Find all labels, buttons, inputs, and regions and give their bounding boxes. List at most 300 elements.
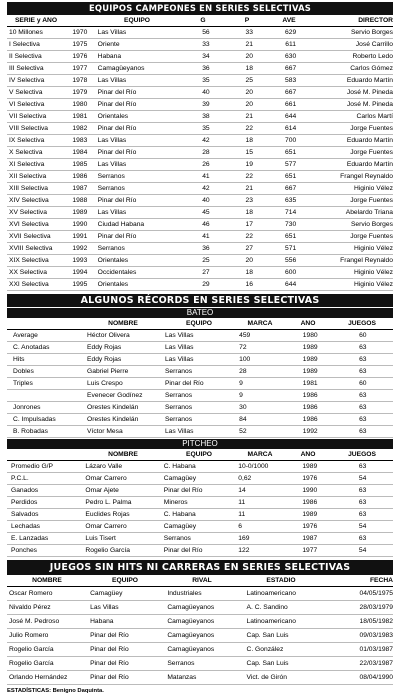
- table-cell: XIV Selectiva: [9, 197, 49, 204]
- table-cell: V Selectiva: [9, 89, 43, 96]
- table-cell: Latinoamericano: [246, 590, 296, 597]
- table-cell: 1990: [72, 221, 88, 228]
- table-row: [7, 533, 393, 545]
- table-cell: C. Habana: [163, 511, 196, 518]
- table-cell: Pinar del Río: [97, 149, 137, 156]
- table-cell: 1981: [72, 113, 88, 120]
- table-cell: Carlos Gómez: [350, 65, 393, 72]
- table-cell: 1980: [302, 332, 318, 339]
- table-row: [7, 671, 393, 685]
- table-cell: Vict. de Girón: [246, 674, 287, 681]
- table-cell: Omar Ajete: [85, 487, 119, 494]
- table-cell: 1989: [302, 368, 318, 375]
- table-row: [7, 366, 393, 378]
- table-cell: 63: [359, 392, 367, 399]
- table-cell: Salvados: [11, 511, 39, 518]
- table-cell: 100: [239, 356, 251, 363]
- table-cell: 18: [245, 209, 253, 216]
- table-cell: 42: [202, 185, 210, 192]
- table-row: [7, 509, 393, 521]
- table-cell: 28/03/1979: [359, 604, 393, 611]
- table-cell: 556: [285, 257, 297, 264]
- table-row: [7, 75, 393, 87]
- header-cell: NOMBRE: [108, 451, 138, 458]
- table-cell: 0,62: [238, 475, 252, 482]
- table-cell: 18: [245, 65, 253, 72]
- pitcheo-subtitle: PITCHEO: [7, 438, 393, 449]
- table-cell: 63: [358, 463, 367, 470]
- table-cell: Orlando Hernández: [9, 674, 68, 681]
- table-cell: Jorge Fuentes: [350, 197, 393, 204]
- table-cell: 20: [245, 101, 253, 108]
- table-cell: Serranos: [164, 404, 193, 411]
- table-cell: Gabriel Pierre: [87, 368, 129, 375]
- table-cell: Jorge Fuentes: [350, 149, 393, 156]
- table-cell: Pinar del Río: [97, 101, 137, 108]
- table-cell: 25: [202, 257, 210, 264]
- table-cell: 9: [239, 380, 243, 387]
- table-row: [7, 643, 393, 657]
- table-cell: 1977: [302, 547, 318, 554]
- table-cell: C. Impulsadas: [13, 416, 56, 423]
- table-row: [7, 279, 393, 291]
- table-cell: VI Selectiva: [9, 101, 45, 108]
- table-cell: Serranos: [97, 245, 125, 252]
- table-cell: Camagüey: [163, 523, 197, 530]
- table-cell: 18: [245, 269, 253, 276]
- table-cell: 36: [202, 65, 210, 72]
- table-cell: Omar Carrero: [85, 523, 127, 530]
- table-cell: 1992: [72, 245, 88, 252]
- table-row: [7, 497, 393, 509]
- table-cell: 1976: [302, 523, 318, 530]
- table-cell: Triples: [13, 380, 33, 387]
- table-cell: 60: [359, 380, 367, 387]
- sinhits-table: [7, 575, 393, 685]
- table-cell: E. Lanzadas: [11, 535, 49, 542]
- table-cell: 1992: [302, 428, 318, 435]
- header-cell: MARCA: [247, 320, 273, 327]
- table-cell: 33: [245, 29, 253, 36]
- pitcheo-table: [7, 449, 393, 557]
- table-cell: José M. Pineda: [346, 89, 393, 96]
- table-cell: 60: [359, 332, 367, 339]
- table-cell: 169: [238, 535, 250, 542]
- table-cell: Orientales: [97, 113, 129, 120]
- table-cell: 1970: [72, 29, 88, 36]
- table-cell: Promedio G/P: [11, 463, 53, 470]
- table-cell: Serranos: [167, 660, 195, 667]
- table-cell: 1986: [72, 173, 88, 180]
- table-header: [7, 15, 393, 27]
- table-cell: 21: [245, 185, 253, 192]
- table-cell: Camagüeyanos: [97, 65, 145, 72]
- table-cell: 122: [238, 547, 250, 554]
- table-cell: Evenecer Godínez: [87, 392, 143, 399]
- table-cell: 35: [202, 77, 210, 84]
- table-cell: Camagüeyanos: [167, 646, 215, 653]
- header-cell: MARCA: [247, 451, 273, 458]
- table-cell: 28: [202, 149, 210, 156]
- table-cell: 11: [238, 499, 246, 506]
- table-row: [7, 27, 393, 39]
- table-row: [7, 99, 393, 111]
- table-row: [7, 390, 393, 402]
- table-cell: 571: [285, 245, 297, 252]
- table-cell: Pinar del Río: [90, 646, 129, 653]
- table-cell: 63: [359, 428, 367, 435]
- table-cell: 54: [358, 547, 367, 554]
- table-cell: Pinar del Río: [97, 233, 137, 240]
- table-cell: VII Selectiva: [9, 113, 47, 120]
- table-cell: Eddy Rojas: [87, 356, 122, 363]
- table-cell: 1993: [72, 257, 88, 264]
- table-cell: Jorge Fuentes: [350, 125, 393, 132]
- table-cell: 20: [245, 53, 253, 60]
- table-cell: 63: [358, 487, 367, 494]
- table-cell: 30: [239, 404, 247, 411]
- table-cell: Oscar Romero: [9, 590, 53, 597]
- header-cell: G: [200, 17, 206, 24]
- header-cell: EQUIPO: [111, 577, 138, 584]
- header-cell: AÑO: [300, 451, 316, 458]
- table-cell: Ciudad Habana: [97, 221, 145, 228]
- bateo-table: [7, 318, 393, 438]
- table-cell: Eddy Rojas: [87, 344, 122, 351]
- table-row: [7, 195, 393, 207]
- table-cell: III Selectiva: [9, 65, 44, 72]
- table-row: [7, 342, 393, 354]
- table-row: [7, 461, 393, 473]
- table-cell: 611: [285, 41, 296, 48]
- table-cell: 667: [285, 89, 297, 96]
- table-row: [7, 545, 393, 557]
- table-row: [7, 135, 393, 147]
- table-cell: 84: [239, 416, 247, 423]
- table-cell: 1981: [302, 380, 318, 387]
- header-cell: JUEGOS: [348, 320, 376, 327]
- table-cell: Pinar del Río: [90, 632, 129, 639]
- table-cell: Matanzas: [167, 674, 197, 681]
- header-cell: SERIE y AÑO: [14, 17, 58, 24]
- header-cell: JUEGOS: [348, 451, 376, 458]
- table-cell: 459: [239, 332, 251, 339]
- table-cell: 19: [245, 161, 253, 168]
- table-cell: Cap. San Luis: [246, 632, 289, 639]
- table-cell: 1989: [302, 463, 318, 470]
- table-cell: Euclides Rojas: [85, 511, 130, 518]
- table-row: [7, 255, 393, 267]
- table-cell: A. C. Sandino: [246, 604, 288, 611]
- footer-credit: ESTADÍSTICAS: Benigno Daquinta.: [7, 688, 104, 694]
- table-cell: Pinar del Río: [90, 674, 129, 681]
- table-row: [7, 243, 393, 255]
- table-cell: 651: [285, 149, 297, 156]
- table-cell: Serranos: [164, 416, 193, 423]
- table-cell: 09/03/1983: [359, 632, 393, 639]
- table-cell: 14: [238, 487, 246, 494]
- table-cell: 667: [285, 185, 297, 192]
- table-cell: Camagüeyanos: [167, 618, 215, 625]
- table-cell: Las Villas: [97, 161, 127, 168]
- table-row: [7, 159, 393, 171]
- table-cell: 36: [202, 245, 210, 252]
- table-cell: 18/05/1982: [359, 618, 393, 625]
- table-cell: XIII Selectiva: [9, 185, 49, 192]
- table-cell: 667: [285, 65, 297, 72]
- table-cell: 40: [202, 197, 210, 204]
- table-cell: Orestes Kindelán: [87, 416, 139, 423]
- table-cell: Serranos: [97, 173, 125, 180]
- table-cell: Las Villas: [164, 356, 194, 363]
- table-cell: José M. Pedroso: [9, 618, 60, 625]
- table-cell: C. Habana: [163, 463, 196, 470]
- table-cell: Las Villas: [97, 29, 127, 36]
- table-cell: 644: [285, 281, 297, 288]
- table-cell: Rogelio García: [85, 547, 131, 554]
- table-cell: 1982: [72, 125, 88, 132]
- table-cell: 23: [245, 197, 253, 204]
- table-header: [7, 575, 393, 587]
- table-cell: 1979: [72, 89, 88, 96]
- table-cell: 651: [285, 173, 297, 180]
- table-cell: José M. Pineda: [346, 101, 393, 108]
- table-header: [7, 449, 393, 461]
- table-cell: 39: [202, 101, 210, 108]
- table-cell: 20: [245, 257, 253, 264]
- table-cell: 700: [285, 137, 297, 144]
- table-row: [7, 521, 393, 533]
- table-cell: 16: [245, 281, 253, 288]
- table-cell: 41: [202, 233, 210, 240]
- table-cell: 11: [238, 511, 246, 518]
- table-cell: 10-0/1000: [238, 463, 269, 470]
- table-cell: 33: [202, 41, 210, 48]
- table-cell: 63: [359, 356, 367, 363]
- table-cell: Frangel Reynaldo: [340, 173, 393, 180]
- header-cell: EQUIPO: [185, 451, 212, 458]
- table-cell: 1976: [302, 475, 318, 482]
- table-cell: Higinio Vélez: [353, 185, 393, 192]
- table-cell: 730: [285, 221, 297, 228]
- table-cell: 1977: [72, 65, 88, 72]
- table-cell: XXI Selectiva: [9, 281, 49, 288]
- table-cell: Industriales: [167, 590, 202, 597]
- table-cell: Rogelio García: [9, 660, 54, 667]
- table-row: [7, 378, 393, 390]
- table-cell: VIII Selectiva: [9, 125, 49, 132]
- table-cell: Pinar del Río: [97, 125, 137, 132]
- table-cell: Pinar del Río: [163, 487, 203, 494]
- table-cell: Jonrones: [13, 404, 41, 411]
- table-cell: 600: [285, 269, 297, 276]
- table-cell: 22/03/1987: [359, 660, 393, 667]
- table-cell: 27: [245, 245, 253, 252]
- table-cell: Jorge Fuentes: [350, 233, 393, 240]
- table-cell: 1976: [72, 53, 88, 60]
- table-cell: 26: [202, 161, 210, 168]
- table-cell: Habana: [97, 53, 122, 60]
- table-cell: XI Selectiva: [9, 161, 45, 168]
- table-cell: Lázaro Valle: [85, 463, 123, 470]
- table-cell: Higinio Vélez: [353, 269, 393, 276]
- table-row: [7, 87, 393, 99]
- table-row: [7, 39, 393, 51]
- table-cell: 22: [245, 125, 253, 132]
- table-cell: Las Villas: [97, 209, 127, 216]
- table-cell: 20: [245, 89, 253, 96]
- table-row: [7, 63, 393, 75]
- table-cell: Pedro L. Palma: [85, 499, 132, 506]
- bateo-subtitle: BATEO: [7, 307, 393, 318]
- table-cell: 10 Millones: [9, 29, 43, 36]
- table-cell: Dobles: [13, 368, 34, 375]
- table-cell: 1989: [72, 209, 88, 216]
- table-cell: 1987: [302, 535, 318, 542]
- table-row: [7, 601, 393, 615]
- table-row: [7, 426, 393, 438]
- table-cell: Eduardo Martín: [346, 77, 393, 84]
- table-cell: XVIII Selectiva: [9, 245, 53, 252]
- header-cell: RIVAL: [192, 577, 212, 584]
- table-cell: 63: [359, 404, 367, 411]
- table-cell: 63: [359, 344, 367, 351]
- table-cell: 1990: [302, 487, 318, 494]
- header-cell: NOMBRE: [32, 577, 62, 584]
- table-cell: Pinar del Río: [163, 547, 203, 554]
- table-cell: 1989: [302, 356, 318, 363]
- table-cell: 34: [202, 53, 210, 60]
- table-cell: 18: [245, 137, 253, 144]
- table-cell: Pinar del Río: [97, 89, 137, 96]
- table-cell: 46: [202, 221, 210, 228]
- table-row: [7, 354, 393, 366]
- table-cell: Servio Borges: [350, 221, 393, 228]
- table-cell: 614: [285, 125, 297, 132]
- table-cell: Roberto Ledo: [352, 53, 393, 60]
- table-cell: I Selectiva: [9, 41, 40, 48]
- table-cell: 29: [202, 281, 210, 288]
- campeones-table: [7, 15, 393, 291]
- table-cell: Serranos: [97, 185, 125, 192]
- table-cell: Orientales: [97, 281, 129, 288]
- table-cell: Eduardo Martín: [346, 137, 393, 144]
- table-cell: Serranos: [163, 535, 191, 542]
- table-cell: Habana: [90, 618, 114, 625]
- header-cell: AVE: [282, 17, 296, 24]
- table-cell: XIX Selectiva: [9, 257, 49, 264]
- table-cell: Camagüey: [90, 590, 123, 597]
- table-cell: C. González: [246, 646, 284, 653]
- table-cell: Abelardo Triana: [345, 209, 393, 216]
- table-cell: 1986: [302, 392, 318, 399]
- table-cell: 1984: [72, 149, 88, 156]
- table-cell: Víctor Mesa: [87, 428, 123, 435]
- table-cell: 22: [245, 173, 253, 180]
- sinhits-title: JUEGOS SIN HITS NI CARRERAS EN SERIES SELECTIVAS: [7, 560, 393, 575]
- table-cell: Latinoamericano: [246, 618, 296, 625]
- table-cell: Las Villas: [164, 344, 194, 351]
- table-cell: Higinio Vélez: [353, 281, 393, 288]
- table-cell: José Carrillo: [355, 41, 393, 48]
- table-cell: IX Selectiva: [9, 137, 45, 144]
- table-cell: 1980: [72, 101, 88, 108]
- table-cell: 28: [239, 368, 247, 375]
- table-cell: 25: [245, 77, 253, 84]
- table-cell: 644: [285, 113, 297, 120]
- header-cell: EQUIPO: [185, 320, 212, 327]
- table-cell: Rogelio García: [9, 646, 54, 653]
- table-cell: IV Selectiva: [9, 77, 45, 84]
- table-cell: Pinar del Río: [97, 197, 137, 204]
- table-cell: 40: [202, 89, 210, 96]
- table-cell: XVI Selectiva: [9, 221, 49, 228]
- header-cell: NOMBRE: [108, 320, 138, 327]
- table-cell: Occidentales: [97, 269, 137, 276]
- table-row: [7, 330, 393, 342]
- table-cell: 17: [245, 221, 253, 228]
- table-cell: 1986: [302, 416, 318, 423]
- table-cell: Ganados: [11, 487, 39, 494]
- table-cell: 54: [358, 523, 367, 530]
- table-cell: 1985: [72, 161, 88, 168]
- table-cell: 15: [245, 149, 253, 156]
- table-cell: XX Selectiva: [9, 269, 47, 276]
- table-cell: Serranos: [164, 368, 193, 375]
- table-cell: 63: [358, 511, 367, 518]
- table-cell: 1995: [72, 281, 88, 288]
- table-cell: 577: [285, 161, 297, 168]
- table-cell: XVII Selectiva: [9, 233, 51, 240]
- table-cell: Servio Borges: [350, 29, 393, 36]
- table-cell: 45: [202, 209, 210, 216]
- table-cell: B. Robadas: [13, 428, 48, 435]
- table-cell: 1975: [72, 41, 88, 48]
- table-cell: 41: [202, 173, 210, 180]
- table-cell: 1991: [72, 233, 88, 240]
- table-cell: XV Selectiva: [9, 209, 47, 216]
- table-cell: 1994: [72, 269, 88, 276]
- table-cell: Oriente: [97, 41, 120, 48]
- table-row: [7, 629, 393, 643]
- table-row: [7, 473, 393, 485]
- header-cell: AÑO: [300, 320, 316, 327]
- table-cell: 661: [285, 101, 297, 108]
- table-cell: 27: [202, 269, 210, 276]
- table-cell: Pinar del Río: [164, 380, 204, 387]
- table-row: [7, 111, 393, 123]
- table-cell: 1989: [302, 511, 318, 518]
- table-cell: Higinio Vélez: [353, 245, 393, 252]
- table-row: [7, 171, 393, 183]
- table-cell: 9: [239, 392, 243, 399]
- table-cell: Nivaldo Pérez: [9, 604, 51, 611]
- table-cell: Las Villas: [164, 428, 194, 435]
- table-cell: Lechadas: [11, 523, 41, 530]
- table-row: [7, 414, 393, 426]
- table-cell: 635: [285, 197, 297, 204]
- table-row: [7, 587, 393, 601]
- table-cell: P.C.L.: [11, 475, 29, 482]
- table-row: [7, 183, 393, 195]
- table-cell: 38: [202, 113, 210, 120]
- table-cell: Las Villas: [97, 137, 127, 144]
- table-row: [7, 615, 393, 629]
- table-cell: 629: [285, 29, 297, 36]
- table-cell: Luis Crespo: [87, 380, 123, 387]
- header-cell: EQUIPO: [123, 17, 150, 24]
- table-cell: Hits: [13, 356, 25, 363]
